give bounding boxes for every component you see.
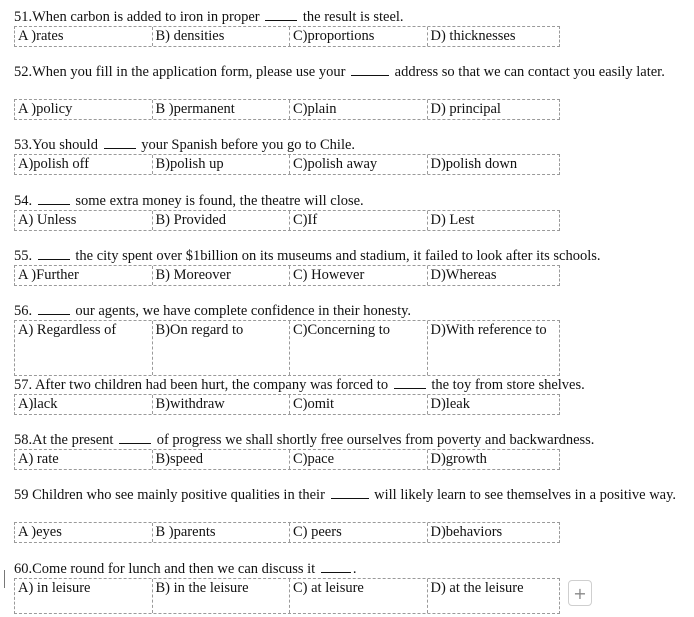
option-d[interactable]: D)growth: [430, 451, 487, 467]
option-b[interactable]: B )parents: [153, 523, 291, 542]
options-row: [14, 154, 560, 175]
question-57: [14, 376, 680, 412]
option-c[interactable]: C)If: [290, 211, 428, 230]
option-b[interactable]: B)On regard to: [153, 321, 291, 375]
question-stem: 52.When you fill in the application form, please use your address so that we can contact you easily later.: [14, 64, 665, 80]
option-c[interactable]: C) peers: [290, 523, 428, 542]
question-53: [14, 136, 680, 172]
answer-blank: [331, 486, 369, 499]
option-a[interactable]: A)lack: [15, 395, 153, 414]
answer-blank: [38, 302, 70, 315]
option-c[interactable]: C)Concerning to: [290, 321, 428, 375]
answer-blank: [119, 431, 151, 444]
option-a[interactable]: A) Regardless of: [15, 321, 153, 375]
question-stem: 53.You should your Spanish before you go to Chile.: [14, 137, 356, 153]
option-a[interactable]: A) in leisure: [15, 579, 153, 613]
question-stem: 54. some extra money is found, the theatre will close.: [14, 193, 364, 209]
question-55: [14, 247, 680, 283]
option-b[interactable]: B )permanent: [153, 100, 291, 119]
question-51: [14, 8, 680, 44]
answer-blank: [38, 192, 70, 205]
question-stem: 59 Children who see mainly positive qualities in their will likely learn to see themselves in a positive way.: [14, 487, 677, 503]
option-d[interactable]: D)With reference to: [430, 322, 547, 338]
option-a[interactable]: A )eyes: [15, 523, 153, 542]
option-a[interactable]: A) Unless: [15, 211, 153, 230]
option-b[interactable]: B)polish up: [153, 155, 291, 174]
options-row: [14, 320, 560, 376]
option-a[interactable]: A)polish off: [15, 155, 153, 174]
option-d[interactable]: D)leak: [430, 396, 470, 412]
option-c[interactable]: C)proportions: [290, 27, 428, 46]
question-stem: 55. the city spent over $1billion on its museums and stadium, it failed to look after its schools.: [14, 248, 601, 264]
options-row: [14, 26, 560, 47]
question-stem: 51.When carbon is added to iron in proper the result is steel.: [14, 9, 404, 25]
question-56: [14, 302, 680, 338]
option-a[interactable]: A )Further: [15, 266, 153, 285]
option-b[interactable]: B) in the leisure: [153, 579, 291, 613]
text-cursor: [4, 570, 5, 588]
option-b[interactable]: B) densities: [153, 27, 291, 46]
option-b[interactable]: B)withdraw: [153, 395, 291, 414]
option-d[interactable]: D)behaviors: [430, 524, 503, 540]
answer-blank: [394, 376, 426, 389]
options-row: [14, 265, 560, 286]
option-d[interactable]: D) principal: [430, 101, 501, 117]
options-row: [14, 394, 560, 415]
question-58: [14, 431, 680, 467]
option-c[interactable]: C) However: [290, 266, 428, 285]
option-c[interactable]: C)pace: [290, 450, 428, 469]
answer-blank: [104, 136, 136, 149]
question-59: [14, 486, 680, 540]
option-a[interactable]: A) rate: [15, 450, 153, 469]
question-stem: 60.Come round for lunch and then we can discuss it .: [14, 561, 357, 577]
add-row-button[interactable]: +: [568, 580, 592, 606]
option-d[interactable]: D)Whereas: [430, 267, 497, 283]
options-row: [14, 578, 560, 614]
answer-blank: [321, 560, 351, 573]
option-a[interactable]: A )policy: [15, 100, 153, 119]
answer-blank: [351, 63, 389, 76]
options-row: [14, 210, 560, 231]
question-stem: 57. After two children had been hurt, the company was forced to the toy from store shelves.: [14, 377, 585, 393]
question-stem: 56. our agents, we have complete confidence in their honesty.: [14, 303, 412, 319]
question-54: [14, 192, 680, 228]
option-a[interactable]: A )rates: [15, 27, 153, 46]
option-c[interactable]: C)plain: [290, 100, 428, 119]
option-d[interactable]: D) thicknesses: [430, 28, 516, 44]
option-d[interactable]: D) Lest: [430, 212, 475, 228]
question-60: [14, 560, 680, 596]
options-row: [14, 522, 560, 543]
option-c[interactable]: C)polish away: [290, 155, 428, 174]
option-b[interactable]: B) Provided: [153, 211, 291, 230]
options-row: [14, 449, 560, 470]
answer-blank: [265, 8, 297, 21]
option-d[interactable]: D) at the leisure: [430, 580, 524, 596]
question-52: [14, 63, 680, 117]
option-d[interactable]: D)polish down: [430, 156, 518, 172]
options-row: [14, 99, 560, 120]
question-stem: 58.At the present of progress we shall shortly free ourselves from poverty and backwardness.: [14, 432, 595, 448]
answer-blank: [38, 247, 70, 260]
option-c[interactable]: C) at leisure: [290, 579, 428, 613]
option-b[interactable]: B) Moreover: [153, 266, 291, 285]
option-b[interactable]: B)speed: [153, 450, 291, 469]
option-c[interactable]: C)omit: [290, 395, 428, 414]
